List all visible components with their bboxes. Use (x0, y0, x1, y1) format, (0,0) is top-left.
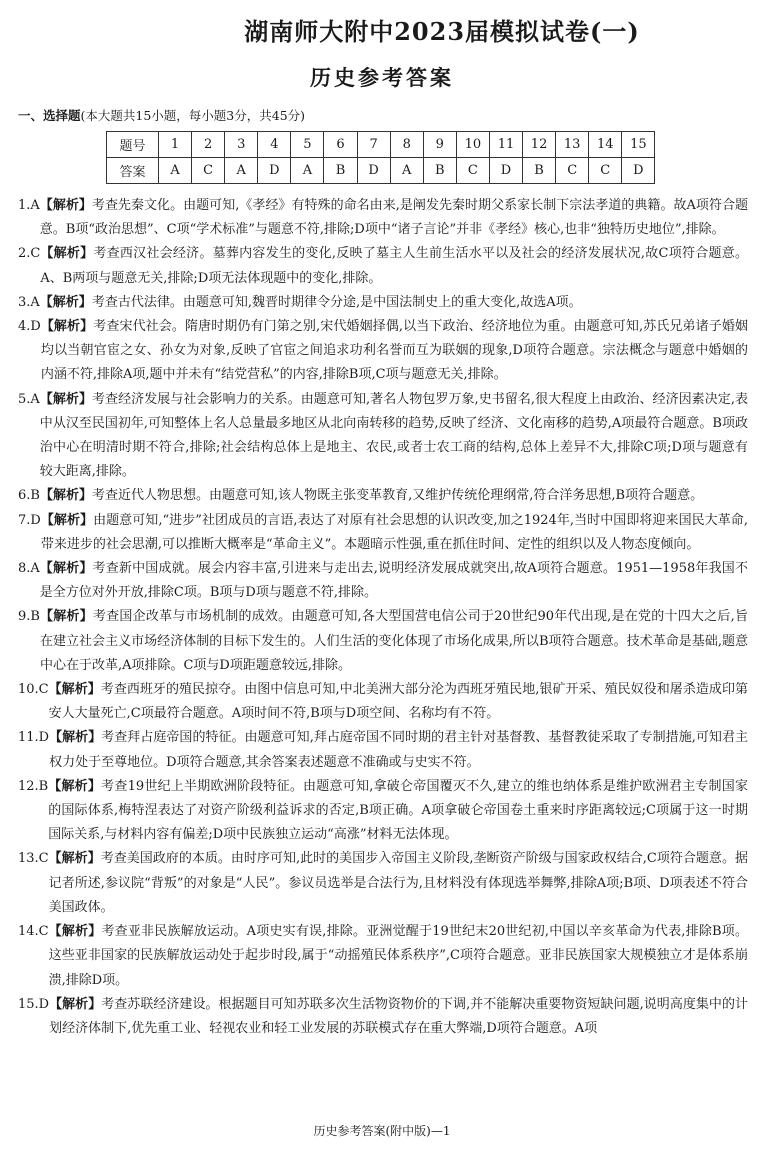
answer-item-number: 8.A (18, 561, 40, 577)
analysis-tag: 【解析】 (39, 561, 93, 577)
answer-item-body (49, 726, 748, 774)
exam-title: 湖南师大附中2023届模拟试卷(一) (244, 17, 640, 46)
answer-cell: A (225, 158, 258, 184)
answer-item-body (49, 847, 748, 920)
answer-item-number: 13.C (18, 851, 49, 867)
analysis-tag: 【解析】 (48, 682, 101, 698)
answer-cell: D (622, 158, 655, 184)
answer-item-body (49, 920, 748, 993)
answer-key-title: 历史参考答案 (310, 65, 454, 90)
analysis-text: 考查宋代社会。隋唐时期仍有门第之别,宋代婚姻择偶,以当下政治、经济地位为重。由题意可知,苏氏兄弟诸子婚姻均以当朝官宦之女、孙女为对象,反映了官宦之间追求功利名誉而互为联姻的现象,D项符合题意。宗法概念与题意中婚姻的内涵不符,排除A项,题中并未有“结党营私”的内容,排除B项,C项与题意无关,排除。 (40, 319, 748, 383)
answer-cell: B (324, 158, 357, 184)
answer-item-body (49, 993, 748, 1041)
question-number-cell: 8 (390, 132, 423, 158)
answer-item-number: 15.D (18, 996, 50, 1012)
answer-item-number: 7.D (18, 512, 41, 528)
analysis-tag: 【解析】 (49, 996, 102, 1012)
answer-cell: D (258, 158, 291, 184)
question-number-row (107, 132, 655, 158)
question-number-cell: 6 (324, 132, 357, 158)
analysis-text: 考查19世纪上半期欧洲阶段特征。由题意可知,拿破仑帝国覆灭不久,建立的维也纳体系是维护欧洲君主专制国家的国际体系,梅特涅表达了对资产阶级利益诉求的否定,B项正确。A项拿破仑帝国卷土重来时序距离较远;C项属于这一时期国际关系,与材料内容有偏差;D项中民族独立运动“高涨”材料无法体现。 (48, 778, 748, 843)
question-number-cell: 4 (258, 132, 291, 158)
answer-item-body (40, 291, 748, 315)
answer-item (18, 726, 748, 774)
answer-item-number: 5.A (18, 391, 40, 407)
question-number-cell: 15 (622, 132, 655, 158)
answer-item-number: 2.C (18, 246, 41, 262)
analysis-tag: 【解析】 (40, 319, 94, 335)
analysis-text: 考查国企改革与市场机制的成效。由题意可知,各大型国营电信公司于20世纪90年代出现,是在党的十四大之后,旨在建立社会主义市场经济体制的目标下发生的。人们生活的变化体现了市场化成果,所以B项符合题意。技术革命是基础,题意中心在于改革,A项排除。C项与D项距题意较远,排除。 (39, 609, 748, 673)
answer-cell: D (489, 158, 522, 184)
question-number-cell: 5 (291, 132, 324, 158)
answer-item (18, 484, 748, 508)
answer-cell: C (589, 158, 622, 184)
answer-item-body (49, 678, 748, 726)
answer-cell: A (390, 158, 423, 184)
question-number-cell: 3 (225, 132, 258, 158)
answer-item-number: 11.D (18, 730, 50, 746)
analysis-text: 考查西班牙的殖民掠夺。由图中信息可知,中北美洲大部分沦为西班牙殖民地,银矿开采、殖民奴役和屠杀造成印第安人大量死亡,C项最符合题意。A项时间不符,B项与D项空间、名称均有不符。 (48, 682, 748, 722)
analysis-tag: 【解析】 (49, 730, 102, 746)
question-number-cell: 10 (456, 132, 489, 158)
answer-item-number: 14.C (18, 924, 49, 940)
answer-cell: A (159, 158, 192, 184)
answer-item-number: 9.B (18, 609, 40, 625)
answer-item-body (40, 388, 748, 485)
answer-item-number: 4.D (18, 319, 41, 335)
answer-cell: C (556, 158, 589, 184)
analysis-tag: 【解析】 (48, 924, 102, 940)
answer-cell: A (291, 158, 324, 184)
section-note: (本大题共15小题，每小题3分，共45分) (80, 108, 306, 123)
question-number-cell: 13 (556, 132, 589, 158)
question-number-cell: 14 (589, 132, 622, 158)
answer-item-body (40, 242, 748, 290)
question-number-cell: 7 (357, 132, 390, 158)
analysis-text: 考查经济发展与社会影响力的关系。由题意可知,著名人物包罗万象,史书留名,很大程度上由政治、经济因素决定,表中从汉至民国初年,可知整体上名人总量最多地区从北向南转移的趋势,反映了经济、文化南移的趋势,A项最符合题意。B项政治中心在明清时期不符合,排除;社会结构总体上是地主、农民,或者士农工商的结构,总体上差异不大,排除C项;D项与题意有较大距离,排除。 (39, 391, 748, 480)
answer-item-body (41, 315, 748, 388)
question-number-cell: 9 (423, 132, 456, 158)
question-number-cell: 2 (192, 132, 225, 158)
page-footer: 历史参考答案(附中版)—1 (313, 1124, 451, 1138)
section-label: 一、选择题 (18, 108, 81, 123)
row-label-answer: 答案 (107, 158, 159, 184)
analysis-tag: 【解析】 (48, 851, 101, 867)
answer-cell: D (357, 158, 390, 184)
answer-item-body (40, 605, 748, 678)
analysis-tag: 【解析】 (40, 512, 94, 528)
answer-item-number: 1.A (18, 198, 40, 213)
row-label-number: 题号 (107, 132, 159, 158)
answer-item-body (40, 557, 748, 605)
answer-cell: C (192, 158, 225, 184)
answer-item (18, 291, 748, 315)
answer-item (18, 242, 748, 290)
answer-explanations (18, 194, 748, 1041)
answer-item (18, 315, 748, 388)
analysis-tag: 【解析】 (39, 294, 92, 310)
answer-item-number: 3.A (18, 294, 40, 310)
analysis-text: 考查美国政府的本质。由时序可知,此时的美国步入帝国主义阶段,垄断资产阶级与国家政权结合,C项符合题意。据记者所述,参议院“背叛”的对象是“人民”。参议员选举是合法行为,且材料没有体现选举舞弊,排除A项;B项、D项表述不符合美国政体。 (48, 851, 748, 915)
answer-item (18, 388, 748, 485)
analysis-tag: 【解析】 (40, 246, 94, 262)
section-heading (18, 106, 305, 124)
answer-cell: B (423, 158, 456, 184)
answer-item (18, 509, 748, 557)
question-number-cell: 1 (159, 132, 192, 158)
answer-item-number: 10.C (18, 682, 49, 698)
analysis-tag: 【解析】 (39, 391, 92, 407)
answer-item (18, 678, 748, 726)
answer-item-body (48, 775, 748, 848)
analysis-text: 考查苏联经济建设。根据题目可知苏联多次生活物资物价的下调,并不能解决重要物资短缺问题,说明高度集中的计划经济体制下,优先重工业、轻视农业和轻工业发展的苏联模式存在重大弊端,D项符合题意。A项 (49, 996, 748, 1036)
answer-item-body (40, 194, 748, 242)
answer-item (18, 847, 748, 920)
analysis-tag: 【解析】 (39, 198, 92, 213)
analysis-text: 考查古代法律。由题意可知,魏晋时期律令分途,是中国法制史上的重大变化,故选A项。 (91, 294, 582, 310)
analysis-tag: 【解析】 (48, 778, 102, 794)
answer-table (106, 131, 655, 184)
answer-item (18, 920, 748, 993)
analysis-text: 考查拜占庭帝国的特征。由题意可知,拜占庭帝国不同时期的君主针对基督教、基督教徒采取了专制措施,可知君主权力处于至尊地位。D项符合题意,其余答案表述题意不准确或与史实不符。 (49, 730, 748, 770)
question-number-cell: 11 (489, 132, 522, 158)
analysis-tag: 【解析】 (39, 609, 93, 625)
answer-item-body (40, 484, 748, 508)
answer-item-number: 12.B (18, 778, 49, 794)
answer-cell: B (523, 158, 556, 184)
analysis-text: 考查西汉社会经济。墓葬内容发生的变化,反映了墓主人生前生活水平以及社会的经济发展状况,故C项符合题意。A、B两项与题意无关,排除;D项无法体现题中的变化,排除。 (40, 246, 748, 286)
answer-item-number: 6.B (18, 488, 40, 504)
analysis-text: 考查先秦文化。由题可知,《孝经》有特殊的命名由来,是阐发先秦时期父系家长制下宗法孝道的典籍。故A项符合题意。B项“政治思想”、C项“学术标准”与题意不符,排除;D项中“诸子言论”并非《孝经》核心,也非“独特历史地位”,排除。 (39, 198, 748, 238)
answer-item (18, 993, 748, 1041)
answer-item-body (41, 509, 748, 557)
analysis-text: 考查新中国成就。展会内容丰富,引进来与走出去,说明经济发展成就突出,故A项符合题意。1951—1958年我国不是全方位对外开放,排除C项。B项与D项与题意不符,排除。 (39, 561, 748, 601)
answer-item (18, 194, 748, 242)
answer-cell: C (456, 158, 489, 184)
answer-row (107, 158, 655, 184)
question-number-cell: 12 (523, 132, 556, 158)
answer-item (18, 775, 748, 848)
answer-item (18, 605, 748, 678)
analysis-tag: 【解析】 (39, 488, 92, 504)
analysis-text: 考查亚非民族解放运动。A项史实有误,排除。亚洲觉醒于19世纪末20世纪初,中国以辛亥革命为代表,排除B项。这些亚非国家的民族解放运动处于起步时段,属于“动摇殖民体系秩序”,C项符合题意。亚非民族国家大规模独立才是体系崩溃,排除D项。 (48, 924, 748, 988)
analysis-text: 由题意可知,“进步”社团成员的言语,表达了对原有社会思想的认识改变,加之1924年,当时中国即将迎来国民大革命,带来进步的社会思潮,可以推断大概率是“革命主义”。本题暗示性强,重在抓住时间、定性的组织以及人物态度倾向。 (40, 512, 748, 552)
answer-item (18, 557, 748, 605)
analysis-text: 考查近代人物思想。由题意可知,该人物既主张变革教育,又维护传统伦理纲常,符合洋务思想,B项符合题意。 (91, 488, 704, 504)
